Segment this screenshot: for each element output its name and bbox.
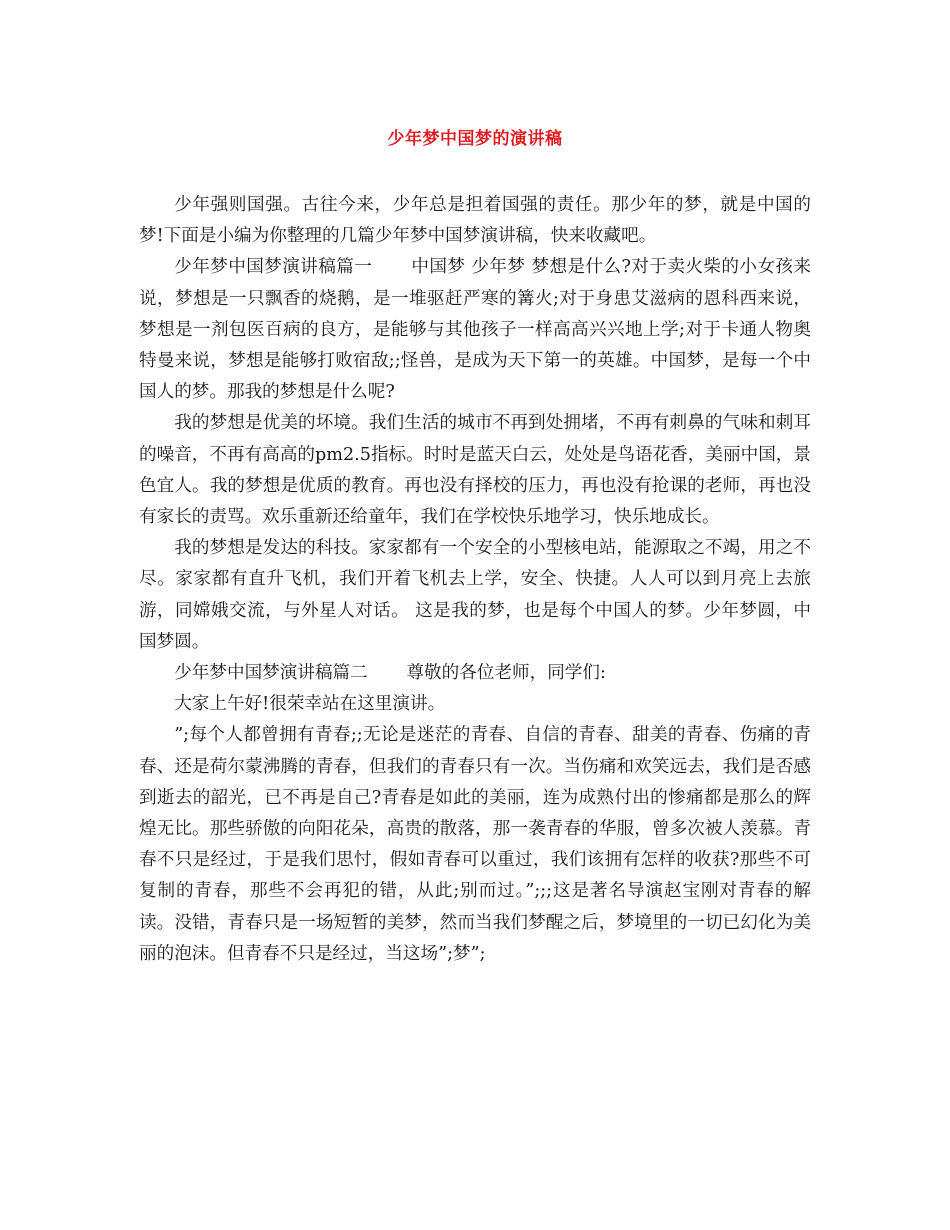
- paragraph-environment: [139, 408, 811, 533]
- paragraph-technology: [139, 533, 811, 658]
- paragraph-speech-one: [139, 252, 811, 408]
- section-heading: 少年梦中国梦演讲稿篇一: [174, 257, 373, 278]
- paragraph-text: 中国梦 少年梦 梦想是什么?对于卖火柴的小女孩来说，梦想是一只飘香的烧鹅，是一堆驱赶严寒的篝火;对于身患艾滋病的恩科西来说，梦想是一剂包医百病的良方，是能够与其他孩子一样高高兴兴地上学;对于卡通人物奥特曼来说，梦想是能够打败宿敌;;怪兽，是成为天下第一的英雄。中国梦，是每一个中国人的梦。那我的梦想是什么呢?: [139, 257, 811, 403]
- paragraph-text: 尊敬的各位老师，同学们:: [406, 663, 606, 684]
- document-title: 少年梦中国梦的演讲稿: [387, 129, 563, 149]
- paragraph-youth: [139, 720, 811, 970]
- paragraph-speech-two: [139, 658, 811, 689]
- paragraph-intro: [139, 190, 811, 252]
- paragraph-greeting: [139, 689, 811, 720]
- paragraph-text: 我的梦想是优美的坏境。我们生活的城市不再到处拥堵，不再有刺鼻的气味和刺耳的噪音，不再有高高的pm2.5指标。时时是蓝天白云，处处是鸟语花香，美丽中国，景色宜人。我的梦想是优质的教育。再也没有择校的压力，再也没有抢课的老师，再也没有家长的责骂。欢乐重新还给童年，我们在学校快乐地学习，快乐地成长。: [139, 413, 811, 528]
- section-heading: 少年梦中国梦演讲稿篇二: [174, 663, 368, 684]
- paragraph-text: 我的梦想是发达的科技。家家都有一个安全的小型核电站，能源取之不竭，用之不尽。家家都有直升飞机，我们开着飞机去上学，安全、快捷。人人可以到月亮上去旅游，同嫦娥交流，与外星人对话。 这是我的梦，也是每个中国人的梦。少年梦圆，中国梦圆。: [139, 538, 811, 652]
- paragraph-text: ”;每个人都曾拥有青春;;无论是迷茫的青春、自信的青春、甜美的青春、伤痛的青春、还是荷尔蒙沸腾的青春，但我们的青春只有一次。当伤痛和欢笑远去，我们是否感到逝去的韶光，已不再是自己?青春是如此的美丽，连为成熟付出的惨痛都是那么的辉煌无比。那些骄傲的向阳花朵，高贵的散落，那一袭青春的华服，曾多次被人羡慕。青春不只是经过，于是我们思忖，假如青春可以重过，我们该拥有怎样的收获?那些不可复制的青春，那些不会再犯的错，从此;别而过。”;;;这是著名导演赵宝刚对青春的解读。没错，青春只是一场短暂的美梦，然而当我们梦醒之后，梦境里的一切已幻化为美丽的泡沫。但青春不只是经过，当这场”;梦”;: [139, 725, 811, 964]
- document-body: [139, 190, 811, 970]
- paragraph-text: 大家上午好!很荣幸站在这里演讲。: [174, 694, 446, 715]
- paragraph-text: 少年强则国强。古往今来，少年总是担着国强的责任。那少年的梦，就是中国的梦!下面是小编为你整理的几篇少年梦中国梦演讲稿，快来收藏吧。: [139, 195, 811, 247]
